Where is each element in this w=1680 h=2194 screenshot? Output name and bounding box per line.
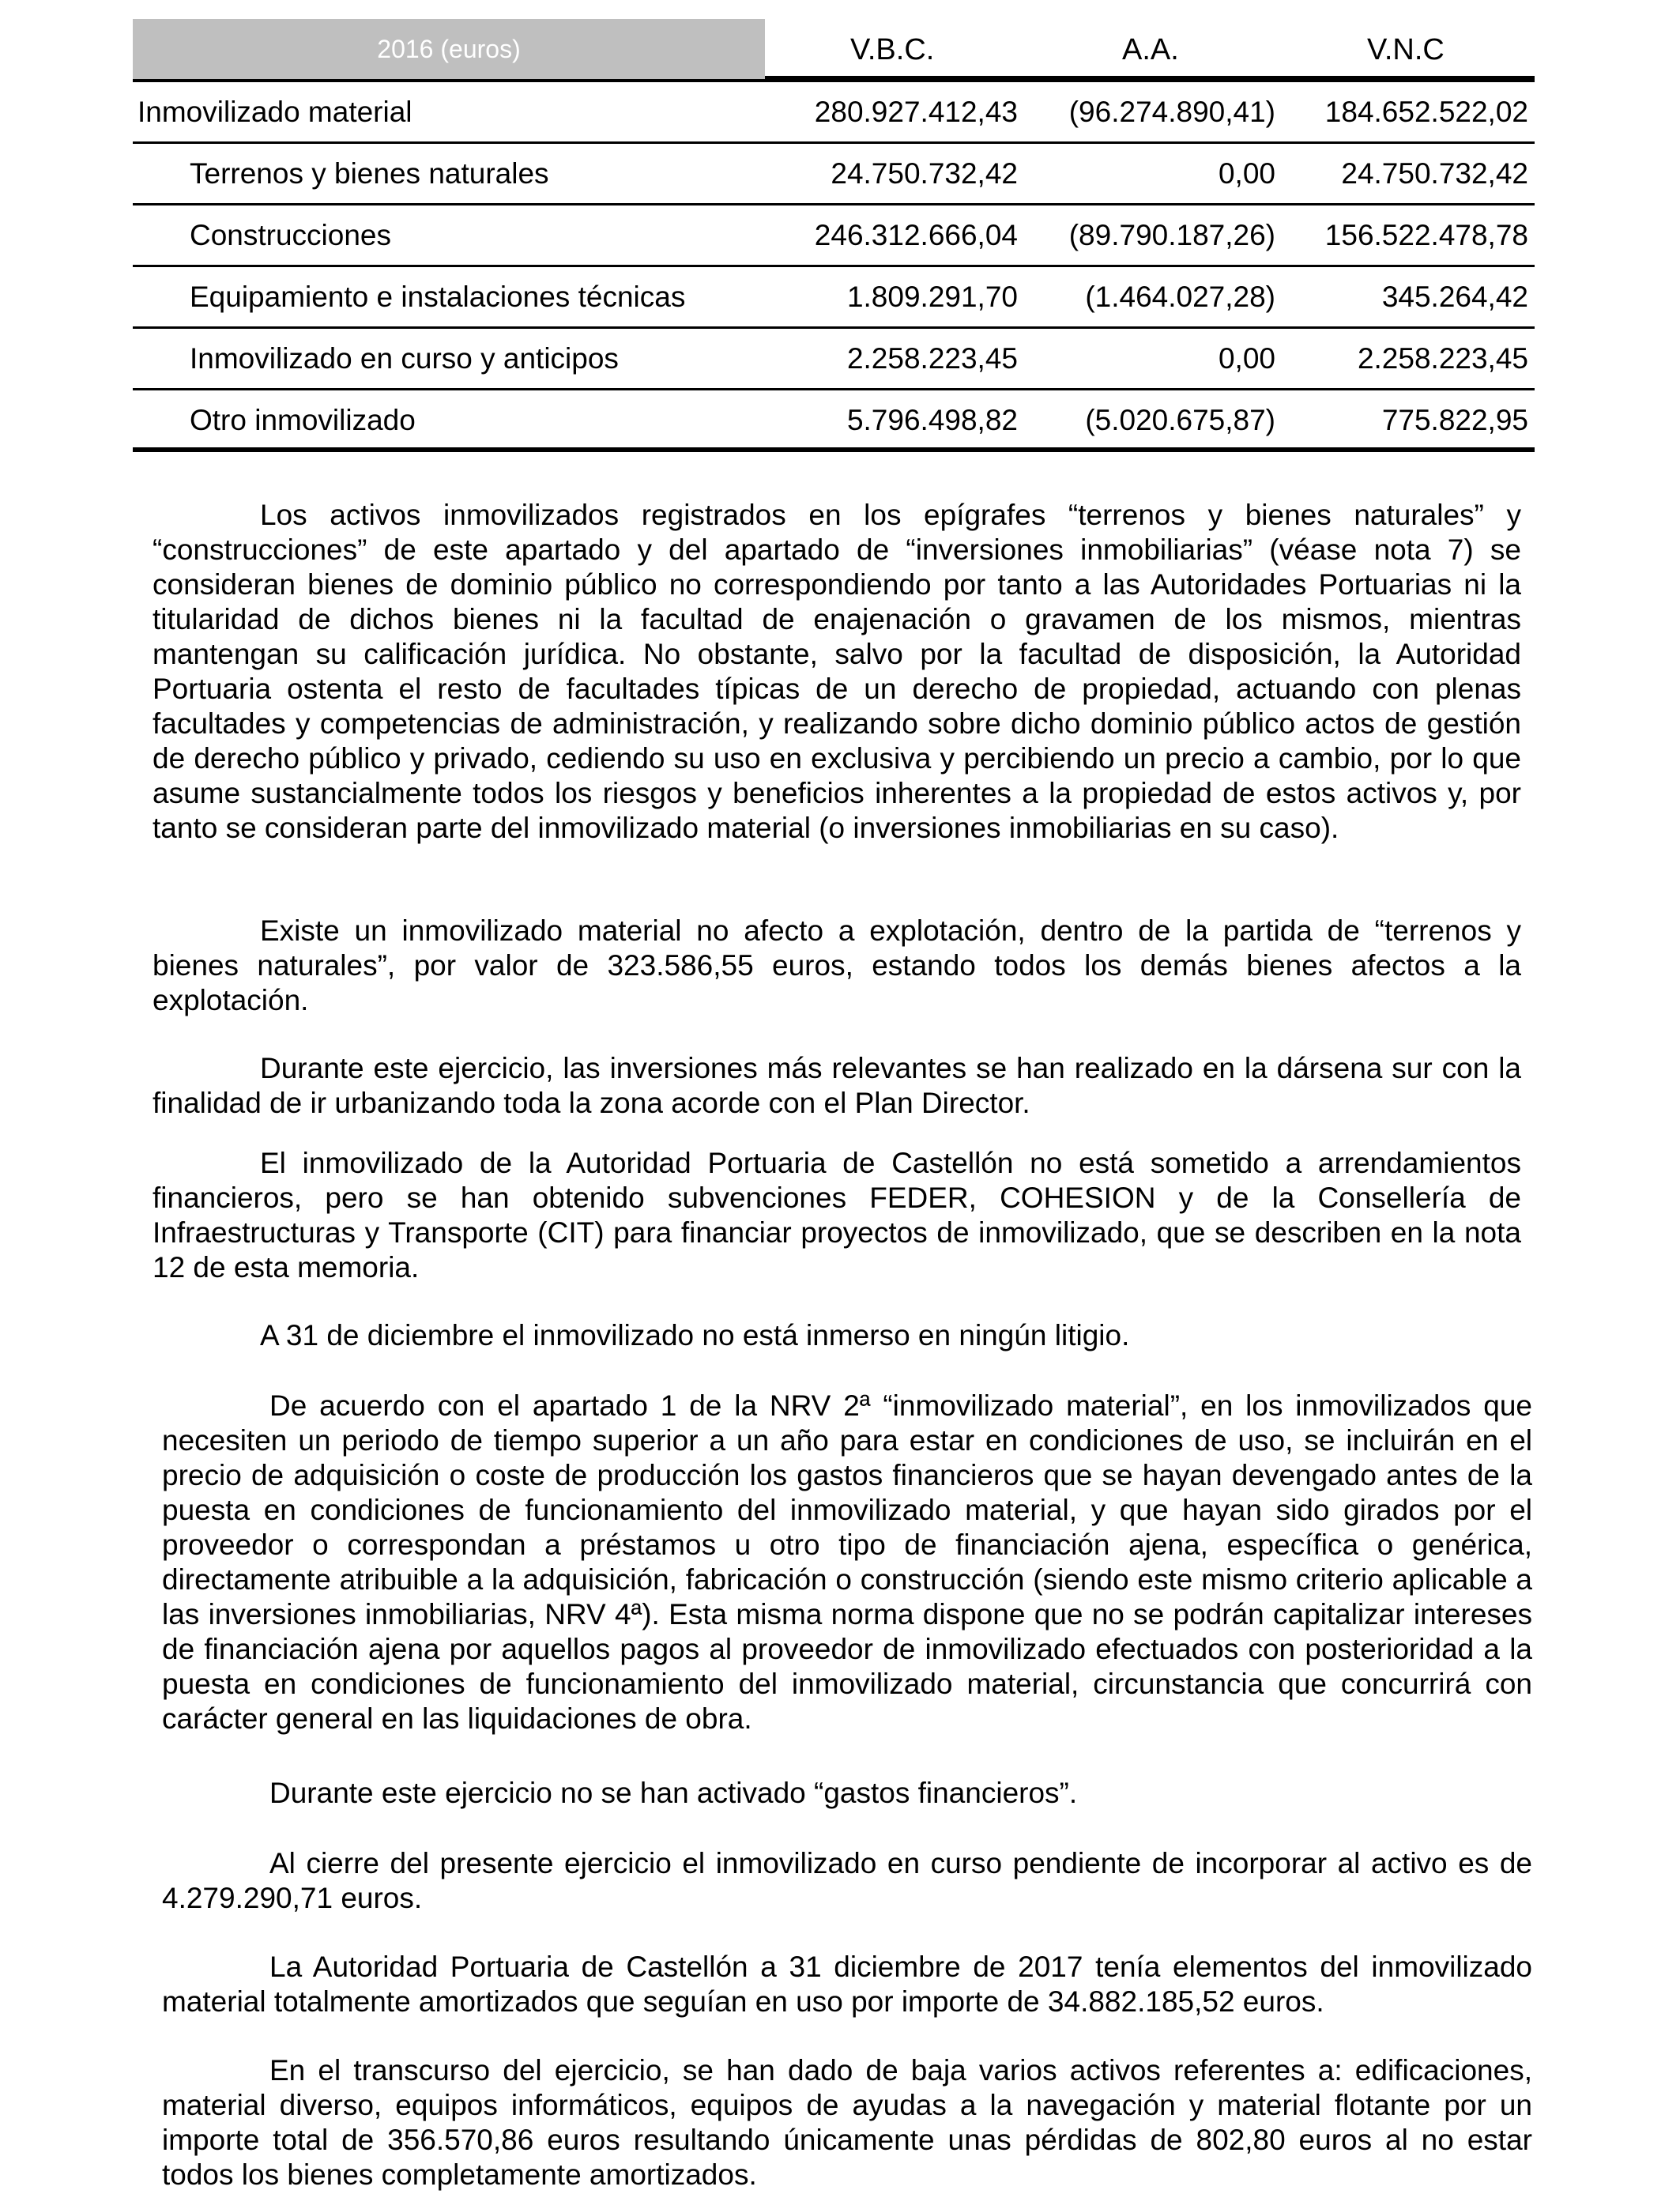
asset-table xyxy=(133,19,1535,452)
paragraph-inmovilizado-en-curso: Al cierre del presente ejercicio el inmovilizado en curso pendiente de incorporar al activo es de 4.279.290,71 euros. xyxy=(162,1847,1532,1914)
column-header-aa: A.A. xyxy=(1122,33,1179,66)
cell-vbc: 246.312.666,04 xyxy=(814,219,1018,251)
cell-vbc: 5.796.498,82 xyxy=(846,404,1018,436)
paragraph-totalmente-amortizados: La Autoridad Portuaria de Castellón a 31 diciembre de 2017 tenía elementos del inmovilizado material totalmente amortizados que seguían en uso por importe de 34.882.185,52 euros. xyxy=(162,1951,1532,2018)
table-row xyxy=(133,82,1535,144)
cell-vnc: 775.822,95 xyxy=(1381,404,1528,436)
paragraph-inversiones-relevantes: Durante este ejercicio, las inversiones más relevantes se han realizado en la dársena sur con la finalidad de ir urbanizando toda la zona acorde con el Plan Director. xyxy=(153,1052,1521,1119)
cell-vbc: 280.927.412,43 xyxy=(814,96,1018,128)
row-label: Otro inmovilizado xyxy=(190,404,416,436)
table-header xyxy=(133,19,1535,82)
paragraph-dominio-publico: Los activos inmovilizados registrados en los epígrafes “terrenos y bienes naturales” y “construcciones” de este apartado y del apartado de “inversiones inmobiliarias” (véase nota 7) se consideran bienes de dominio público no correspondiendo por tanto a las Autoridades Portuarias ni la titularidad de dichos bienes ni la facultad de enajenación o gravamen de los mismos, mientras mantengan su calificación jurídica. No obstante, salvo por la facultad de disposición, la Autoridad Portuaria ostenta el resto de facultades típicas de un derecho de propiedad, actuando con plenas facultades y competencias de administración, y realizando sobre dicho dominio público actos de gestión de derecho público y privado, cediendo su uso en exclusiva y percibiendo un precio a cambio, por lo que asume sustancialmente todos los riesgos y beneficios inherentes a la propiedad de estos activos y, por tanto se consideran parte del inmovilizado material (o inversiones inmobiliarias en su caso). xyxy=(153,499,1521,844)
cell-aa: (96.274.890,41) xyxy=(1068,96,1275,128)
year-header: 2016 (euros) xyxy=(133,19,765,79)
cell-vnc: 2.258.223,45 xyxy=(1357,342,1528,375)
paragraph-subvenciones: El inmovilizado de la Autoridad Portuaria de Castellón no está sometido a arrendamientos financieros, pero se han obtenido subvenciones FEDER, COHESION y de la Consellería de Infraestructuras y Transporte (CIT) para financiar proyectos de inmovilizado, que se describen en la nota 12 de esta memoria. xyxy=(153,1147,1521,1284)
cell-vnc: 24.750.732,42 xyxy=(1341,157,1528,190)
cell-aa: (5.020.675,87) xyxy=(1085,404,1275,436)
cell-vnc: 184.652.522,02 xyxy=(1324,96,1528,128)
row-label: Inmovilizado material xyxy=(137,96,412,128)
paragraph-litigio: A 31 de diciembre el inmovilizado no está inmerso en ningún litigio. xyxy=(260,1319,1130,1351)
table-row xyxy=(133,267,1535,329)
row-label: Terrenos y bienes naturales xyxy=(190,157,549,190)
table-row xyxy=(133,205,1535,267)
paragraph-nrv-gastos-financieros: De acuerdo con el apartado 1 de la NRV 2ª “inmovilizado material”, en los inmovilizados que necesiten un periodo de tiempo superior a un año para estar en condiciones de uso, se incluirán en el precio de adquisición o coste de producción los gastos financieros que se hayan devengado antes de la puesta en condiciones de funcionamiento del inmovilizado material, y que hayan sido girados por el proveedor o correspondan a préstamos u otro tipo de financiación ajena, específica o genérica, directamente atribuible a la adquisición, fabricación o construcción (siendo este mismo criterio aplicable a las inversiones inmobiliarias, NRV 4ª). Esta misma norma dispone que no se podrán capitalizar intereses de financiación ajena por aquellos pagos al proveedor de inmovilizado efectuados con posterioridad a la puesta en condiciones de funcionamiento del inmovilizado material, circunstancia que concurrirá con carácter general en las liquidaciones de obra. xyxy=(162,1389,1532,1735)
cell-vbc: 2.258.223,45 xyxy=(846,342,1018,375)
row-label: Inmovilizado en curso y anticipos xyxy=(190,342,619,375)
paragraph-gastos-no-activados: Durante este ejercicio no se han activado “gastos financieros”. xyxy=(269,1777,1078,1809)
cell-vnc: 156.522.478,78 xyxy=(1324,219,1528,251)
cell-aa: 0,00 xyxy=(1218,157,1275,190)
cell-vbc: 1.809.291,70 xyxy=(846,281,1018,313)
table-row xyxy=(133,390,1535,452)
row-label: Equipamiento e instalaciones técnicas xyxy=(190,281,686,313)
row-label: Construcciones xyxy=(190,219,392,251)
cell-aa: 0,00 xyxy=(1218,342,1275,375)
cell-aa: (89.790.187,26) xyxy=(1068,219,1275,251)
cell-vnc: 345.264,42 xyxy=(1381,281,1528,313)
column-header-vbc: V.B.C. xyxy=(850,33,935,66)
cell-vbc: 24.750.732,42 xyxy=(831,157,1018,190)
cell-aa: (1.464.027,28) xyxy=(1085,281,1275,313)
paragraph-no-afecto: Existe un inmovilizado material no afecto a explotación, dentro de la partida de “terrenos y bienes naturales”, por valor de 323.586,55 euros, estando todos los demás bienes afectos a la explotación. xyxy=(153,914,1521,1016)
table-row xyxy=(133,329,1535,390)
paragraph-bajas: En el transcurso del ejercicio, se han dado de baja varios activos referentes a: edificaciones, material diverso, equipos informáticos, equipos de ayudas a la navegación y material flotante por un importe total de 356.570,86 euros resultando únicamente unas pérdidas de 802,80 euros al no estar todos los bienes completamente amortizados. xyxy=(162,2054,1532,2191)
column-header-vnc: V.N.C xyxy=(1367,33,1445,66)
table-row xyxy=(133,144,1535,205)
